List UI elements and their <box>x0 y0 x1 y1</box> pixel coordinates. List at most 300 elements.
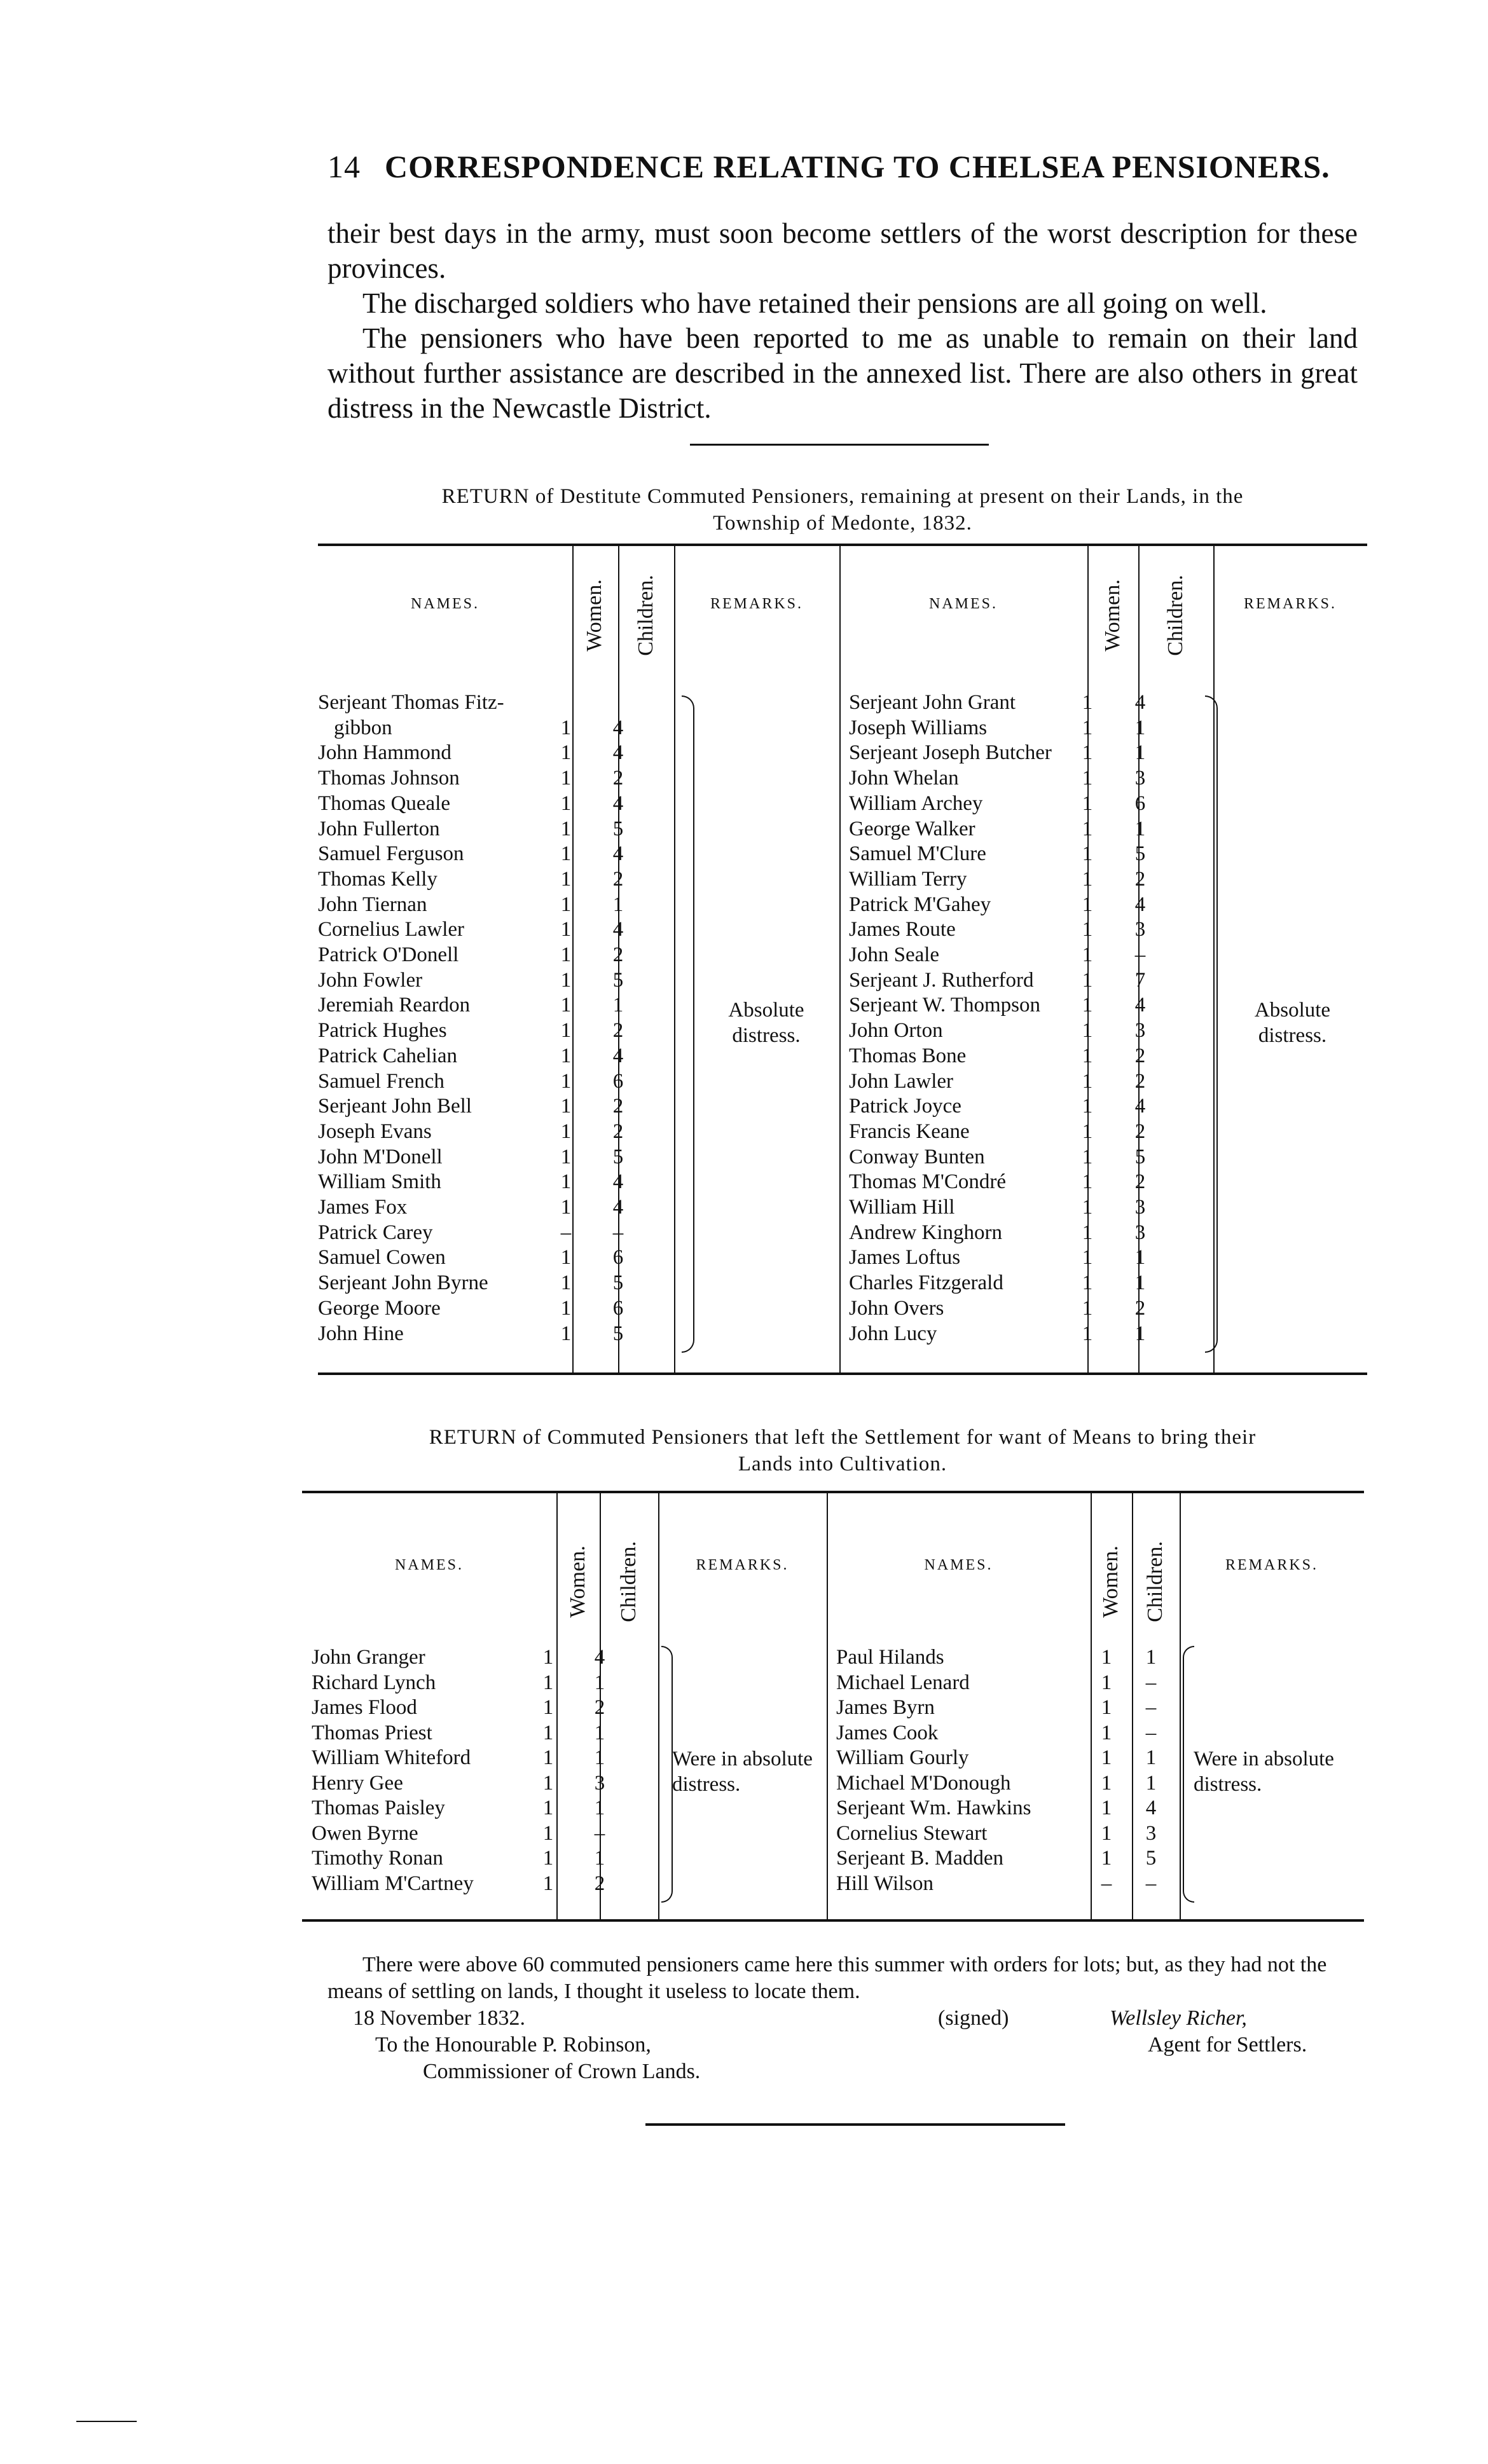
row-name: John Hine <box>318 1322 404 1345</box>
table-row <box>836 1872 1180 1898</box>
row-children: 1 <box>612 893 624 916</box>
row-name: Thomas Queale <box>318 791 451 815</box>
table-row <box>849 842 1205 868</box>
table-row <box>318 741 674 767</box>
table-row <box>849 1070 1205 1095</box>
table2-header-names-right: NAMES. <box>924 1557 993 1573</box>
table-row <box>836 1696 1180 1721</box>
table2-header-children-right: Children. <box>1143 1541 1167 1622</box>
row-name: Patrick O'Donell <box>318 943 459 966</box>
row-name: William Whiteford <box>312 1746 471 1769</box>
table-row <box>318 943 674 969</box>
row-women: 1 <box>542 1671 554 1694</box>
row-women: 1 <box>560 918 572 941</box>
table-row <box>312 1797 658 1822</box>
row-children: 1 <box>594 1797 605 1819</box>
table-row <box>318 969 674 994</box>
row-name: Henry Gee <box>312 1771 403 1795</box>
row-women: 1 <box>560 1196 572 1219</box>
table-row <box>849 741 1205 767</box>
row-children: – <box>594 1821 605 1845</box>
row-women: 1 <box>560 1246 572 1270</box>
row-name: Hill Wilson <box>836 1872 933 1895</box>
row-women: 1 <box>1082 1044 1093 1067</box>
row-name: Timothy Ronan <box>312 1847 443 1870</box>
row-name: Serjeant W. Thompson <box>849 994 1040 1017</box>
table2-brace-right <box>1183 1646 1194 1903</box>
table-row <box>849 691 1205 716</box>
table-row <box>318 767 674 792</box>
table-row <box>849 1044 1205 1070</box>
row-women: 1 <box>560 1095 572 1118</box>
row-women: 1 <box>1082 1119 1093 1143</box>
row-women: – <box>560 1221 572 1244</box>
footer-addressee: To the Honourable P. Robinson, <box>375 2033 651 2057</box>
row-women: 1 <box>560 741 572 765</box>
row-women: 1 <box>560 1271 572 1295</box>
table-row <box>318 1297 674 1322</box>
table-row <box>318 1070 674 1095</box>
table-row <box>849 1146 1205 1171</box>
table-row <box>318 691 674 716</box>
row-children: 2 <box>1134 1044 1146 1067</box>
row-name: Serjeant J. Rutherford <box>849 968 1034 992</box>
row-children: 1 <box>1134 817 1146 840</box>
row-name: William M'Cartney <box>312 1872 474 1895</box>
table2-title-line2: Lands into Cultivation. <box>738 1453 947 1475</box>
table2-title <box>318 1424 1367 1477</box>
table-row <box>849 918 1205 943</box>
table1-brace-left <box>682 695 694 1353</box>
row-children: 5 <box>612 1145 624 1168</box>
row-children: 5 <box>612 968 624 992</box>
table-row <box>849 893 1205 919</box>
table-row <box>849 1322 1205 1348</box>
row-women: 1 <box>1082 1019 1093 1043</box>
row-children: 3 <box>1134 918 1146 941</box>
row-women: 1 <box>1082 1145 1093 1168</box>
page-number: 14 <box>327 149 361 184</box>
row-women: 1 <box>1101 1721 1112 1744</box>
row-name: Samuel Ferguson <box>318 842 464 866</box>
table-row <box>836 1671 1180 1697</box>
row-women: 1 <box>560 1322 572 1345</box>
row-children: 1 <box>612 994 624 1017</box>
row-women: 1 <box>560 1296 572 1320</box>
row-children: – <box>1145 1696 1157 1719</box>
table-row <box>312 1671 658 1697</box>
table-row <box>849 969 1205 994</box>
row-name: Samuel French <box>318 1069 444 1093</box>
row-name: Serjeant Thomas Fitz- <box>318 691 504 714</box>
row-women: 1 <box>542 1696 554 1719</box>
row-children: 6 <box>612 1069 624 1093</box>
row-name: Thomas Johnson <box>318 767 460 790</box>
row-name: Serjeant John Bell <box>318 1095 472 1118</box>
row-women: 1 <box>560 791 572 815</box>
row-children: 6 <box>612 1246 624 1270</box>
table-row <box>836 1721 1180 1747</box>
table1-title <box>318 483 1367 537</box>
row-name: John Fowler <box>318 968 423 992</box>
row-children: – <box>1145 1721 1157 1744</box>
row-women: 1 <box>560 867 572 891</box>
table-row <box>318 818 674 843</box>
row-children: 1 <box>1145 1646 1157 1669</box>
row-women: 1 <box>560 716 572 739</box>
row-name: Michael M'Donough <box>836 1771 1011 1795</box>
row-women: 1 <box>1082 1069 1093 1093</box>
table-row <box>849 1120 1205 1146</box>
row-name: George Moore <box>318 1296 441 1320</box>
table1-header-names-right: NAMES. <box>928 596 998 612</box>
table2-header-names-left: NAMES. <box>394 1557 464 1573</box>
table-row <box>318 918 674 943</box>
row-women: – <box>1101 1872 1112 1895</box>
table-row <box>312 1746 658 1772</box>
row-name: John Overs <box>849 1296 944 1320</box>
table-row <box>312 1721 658 1747</box>
row-children: 1 <box>1145 1746 1157 1769</box>
table-row <box>849 1170 1205 1196</box>
table-row <box>849 1196 1205 1221</box>
table1-header-names-left: NAMES. <box>410 596 479 612</box>
row-women: 1 <box>560 1044 572 1067</box>
intro-paragraph-1: their best days in the army, must soon become settlers of the worst description for these provinces. <box>327 217 1358 284</box>
table2-header-women-left: Women. <box>566 1545 589 1618</box>
row-children: 4 <box>594 1646 605 1669</box>
row-children: 2 <box>612 867 624 891</box>
row-children: 1 <box>1145 1771 1157 1795</box>
row-children: 2 <box>1134 1119 1146 1143</box>
row-women: 1 <box>542 1872 554 1895</box>
table-row <box>318 1271 674 1297</box>
table-row <box>318 1322 674 1348</box>
row-name: Owen Byrne <box>312 1821 418 1845</box>
row-children: 2 <box>1134 1069 1146 1093</box>
row-children: 4 <box>612 741 624 765</box>
row-children: 1 <box>594 1847 605 1870</box>
intro-paragraph-3: The pensioners who have been reported to me as unable to remain on their land without further assistance are described in the annexed list. There are also others in great distress in the Newcastle District. <box>327 322 1358 424</box>
row-women: 1 <box>1082 893 1093 916</box>
row-women: 1 <box>1082 994 1093 1017</box>
table-row <box>312 1772 658 1797</box>
row-children: 3 <box>1134 1196 1146 1219</box>
row-children: 2 <box>612 767 624 790</box>
footer-signatory: Wellsley Richer, <box>1110 2006 1247 2030</box>
row-women: 1 <box>542 1797 554 1819</box>
row-name: James Flood <box>312 1696 417 1719</box>
row-women: 1 <box>1082 842 1093 866</box>
table2-remark-left: Were in absolute distress. <box>672 1748 813 1796</box>
row-name: Thomas Kelly <box>318 867 437 891</box>
table1-title-line1: RETURN of Destitute Commuted Pensioners, remaining at present on their Lands, in the <box>441 485 1244 508</box>
row-women: 1 <box>1082 1095 1093 1118</box>
row-women: 1 <box>1101 1821 1112 1845</box>
footer-addressee-title: Commissioner of Crown Lands. <box>423 2060 701 2083</box>
row-name: James Fox <box>318 1196 408 1219</box>
row-name: Patrick Carey <box>318 1221 433 1244</box>
table-row <box>318 842 674 868</box>
row-name: John Lucy <box>849 1322 937 1345</box>
row-name: James Byrn <box>836 1696 935 1719</box>
row-children: 2 <box>594 1696 605 1719</box>
table-row <box>318 994 674 1019</box>
table-row <box>849 1271 1205 1297</box>
row-name: James Route <box>849 918 956 941</box>
table-row <box>318 1221 674 1247</box>
table-row <box>312 1696 658 1721</box>
row-children: 2 <box>594 1872 605 1895</box>
footer-signed: (signed) <box>938 2006 1009 2030</box>
row-name: John Hammond <box>318 741 451 765</box>
row-women: 1 <box>1082 867 1093 891</box>
row-name: John Fullerton <box>318 817 440 840</box>
row-name: Jeremiah Reardon <box>318 994 471 1017</box>
table-row <box>849 1246 1205 1271</box>
row-women: 1 <box>1101 1646 1112 1669</box>
row-name: John Tiernan <box>318 893 427 916</box>
row-name: William Terry <box>849 867 967 891</box>
table2-header-remarks-right: REMARKS. <box>1225 1557 1319 1573</box>
table-row <box>318 1044 674 1070</box>
row-name: Serjeant John Byrne <box>318 1271 488 1295</box>
table-row <box>312 1872 658 1898</box>
intro-text <box>327 216 1358 426</box>
table-row <box>836 1646 1180 1671</box>
row-name: James Loftus <box>849 1246 961 1270</box>
row-children: 1 <box>1134 1322 1146 1345</box>
row-women: 1 <box>560 1145 572 1168</box>
table-row <box>849 818 1205 843</box>
row-children: 4 <box>612 918 624 941</box>
table1-remark-right: Absolute distress. <box>1254 999 1331 1047</box>
row-name: Cornelius Lawler <box>318 918 465 941</box>
table-row <box>318 1095 674 1120</box>
row-name: Charles Fitzgerald <box>849 1271 1003 1295</box>
row-name: John Orton <box>849 1019 943 1043</box>
footer-note-text: There were above 60 commuted pensioners came here this summer with orders for lots; but, as they had not the means of settling on lands, I thought it useless to locate them. <box>327 1953 1327 2003</box>
row-women: 1 <box>1082 1322 1093 1345</box>
table-row <box>849 1019 1205 1044</box>
row-children: – <box>1134 943 1146 966</box>
table-row <box>318 1120 674 1146</box>
end-rule <box>645 2123 1065 2126</box>
row-women: 1 <box>560 1170 572 1194</box>
table1-header-women-left: Women. <box>582 579 606 652</box>
row-children: 5 <box>1145 1847 1157 1870</box>
row-name: Andrew Kinghorn <box>849 1221 1003 1244</box>
row-name: Conway Bunten <box>849 1145 985 1168</box>
row-children: 4 <box>1145 1797 1157 1819</box>
row-children: 4 <box>612 1196 624 1219</box>
row-women: 1 <box>1082 1271 1093 1295</box>
table-row <box>318 1019 674 1044</box>
row-women: 1 <box>1082 1221 1093 1244</box>
row-name: Thomas Bone <box>849 1044 967 1067</box>
row-children: 3 <box>1134 767 1146 790</box>
row-name: John M'Donell <box>318 1145 443 1168</box>
row-children: 1 <box>1134 741 1146 765</box>
table2-header-children-left: Children. <box>617 1541 640 1622</box>
row-children: 4 <box>1134 994 1146 1017</box>
row-children: 1 <box>1134 1271 1146 1295</box>
row-women: 1 <box>560 817 572 840</box>
row-name: Richard Lynch <box>312 1671 436 1694</box>
row-women: 1 <box>542 1771 554 1795</box>
row-children: 3 <box>1134 1221 1146 1244</box>
row-women: 1 <box>542 1746 554 1769</box>
row-name: John Granger <box>312 1646 425 1669</box>
table-row <box>836 1772 1180 1797</box>
row-women: 1 <box>1101 1696 1112 1719</box>
table1-header-women-right: Women. <box>1101 579 1124 652</box>
row-children: 1 <box>594 1746 605 1769</box>
row-name: John Lawler <box>849 1069 954 1093</box>
table1-header-remarks-left: REMARKS. <box>710 596 804 612</box>
row-name: Serjeant Wm. Hawkins <box>836 1797 1031 1819</box>
row-name: William Smith <box>318 1170 441 1194</box>
row-children: 1 <box>594 1721 605 1744</box>
row-name: Joseph Evans <box>318 1119 432 1143</box>
row-women: 1 <box>542 1821 554 1845</box>
row-children: 1 <box>1134 1246 1146 1270</box>
table-row <box>849 1221 1205 1247</box>
row-name: Francis Keane <box>849 1119 970 1143</box>
row-name: Serjeant John Grant <box>849 691 1016 714</box>
table-row <box>849 792 1205 818</box>
row-women: 1 <box>1101 1771 1112 1795</box>
table2-brace-left <box>661 1646 673 1903</box>
row-women: 1 <box>1082 1196 1093 1219</box>
row-women: 1 <box>560 994 572 1017</box>
row-children: 3 <box>594 1771 605 1795</box>
row-name: Joseph Williams <box>849 716 988 739</box>
row-children: 5 <box>612 1322 624 1345</box>
row-children: 2 <box>1134 1296 1146 1320</box>
row-name: George Walker <box>849 817 975 840</box>
page-title: CORRESPONDENCE RELATING TO CHELSEA PENSIONERS. <box>385 149 1330 184</box>
row-women: 1 <box>560 1019 572 1043</box>
row-children: 5 <box>1134 1145 1146 1168</box>
table2-header-remarks-left: REMARKS. <box>696 1557 789 1573</box>
row-children: 2 <box>612 1019 624 1043</box>
row-children: 4 <box>612 1170 624 1194</box>
row-children: – <box>1145 1671 1157 1694</box>
row-children: 4 <box>612 716 624 739</box>
footer-signatory-title: Agent for Settlers. <box>1148 2033 1307 2057</box>
row-women: 1 <box>560 842 572 866</box>
row-women: 1 <box>560 893 572 916</box>
table-row <box>318 716 674 742</box>
row-women: 1 <box>560 968 572 992</box>
row-women: 1 <box>542 1721 554 1744</box>
table2-remark-right: Were in absolute distress. <box>1194 1748 1334 1796</box>
row-name: gibbon <box>334 716 392 739</box>
row-name: Serjeant B. Madden <box>836 1847 1004 1870</box>
row-name: Paul Hilands <box>836 1646 944 1669</box>
table-row <box>318 868 674 893</box>
intro-paragraph-2: The discharged soldiers who have retained their pensions are all going on well. <box>362 287 1267 319</box>
row-children: 3 <box>1134 1019 1146 1043</box>
table-row <box>312 1822 658 1847</box>
row-children: 4 <box>612 791 624 815</box>
table1-brace-right <box>1205 695 1218 1353</box>
table-row <box>836 1746 1180 1772</box>
footer-note <box>327 1952 1358 2085</box>
table1-header-children-left: Children. <box>634 575 658 656</box>
row-women: 1 <box>560 1119 572 1143</box>
row-name: Cornelius Stewart <box>836 1821 988 1845</box>
row-children: 4 <box>1134 691 1146 714</box>
table-row <box>849 1095 1205 1120</box>
row-name: Patrick M'Gahey <box>849 893 991 916</box>
row-children: – <box>1145 1872 1157 1895</box>
row-children: 4 <box>612 842 624 866</box>
page-header <box>327 148 1370 185</box>
row-children: 5 <box>1134 842 1146 866</box>
row-women: 1 <box>1082 767 1093 790</box>
row-children: 2 <box>1134 1170 1146 1194</box>
row-name: Patrick Joyce <box>849 1095 961 1118</box>
table-row <box>312 1847 658 1872</box>
row-women: 1 <box>1082 691 1093 714</box>
row-children: 3 <box>1145 1821 1157 1845</box>
row-name: Samuel Cowen <box>318 1246 446 1270</box>
table-row <box>849 994 1205 1019</box>
row-children: 2 <box>612 1119 624 1143</box>
row-children: 6 <box>1134 791 1146 815</box>
row-name: Patrick Hughes <box>318 1019 447 1043</box>
row-name: Thomas M'Condré <box>849 1170 1007 1194</box>
row-women: 1 <box>542 1646 554 1669</box>
row-women: 1 <box>560 767 572 790</box>
row-children: – <box>612 1221 624 1244</box>
row-name: William Gourly <box>836 1746 969 1769</box>
table-row <box>318 1146 674 1171</box>
table-row <box>849 767 1205 792</box>
section-divider <box>690 444 989 446</box>
table-row <box>836 1822 1180 1847</box>
row-women: 1 <box>1082 918 1093 941</box>
row-women: 1 <box>1082 741 1093 765</box>
table-row <box>312 1646 658 1671</box>
row-children: 2 <box>1134 867 1146 891</box>
table-row <box>318 1246 674 1271</box>
row-children: 1 <box>1134 716 1146 739</box>
row-name: William Archey <box>849 791 983 815</box>
table1-remark-left: Absolute distress. <box>728 999 804 1047</box>
table-row <box>318 1196 674 1221</box>
row-women: 1 <box>1082 791 1093 815</box>
row-women: 1 <box>1101 1746 1112 1769</box>
row-name: Thomas Priest <box>312 1721 432 1744</box>
footer-date: 18 November 1832. <box>353 2006 526 2030</box>
table-row <box>318 893 674 919</box>
row-women: 1 <box>1082 1170 1093 1194</box>
row-children: 5 <box>612 817 624 840</box>
table1-header-children-right: Children. <box>1164 575 1187 656</box>
row-name: Serjeant Joseph Butcher <box>849 741 1052 765</box>
row-name: John Whelan <box>849 767 959 790</box>
row-name: James Cook <box>836 1721 939 1744</box>
row-children: 4 <box>1134 1095 1146 1118</box>
table1-header-remarks-right: REMARKS. <box>1243 596 1337 612</box>
row-women: 1 <box>1082 968 1093 992</box>
row-children: 7 <box>1134 968 1146 992</box>
row-name: Samuel M'Clure <box>849 842 986 866</box>
row-children: 1 <box>594 1671 605 1694</box>
